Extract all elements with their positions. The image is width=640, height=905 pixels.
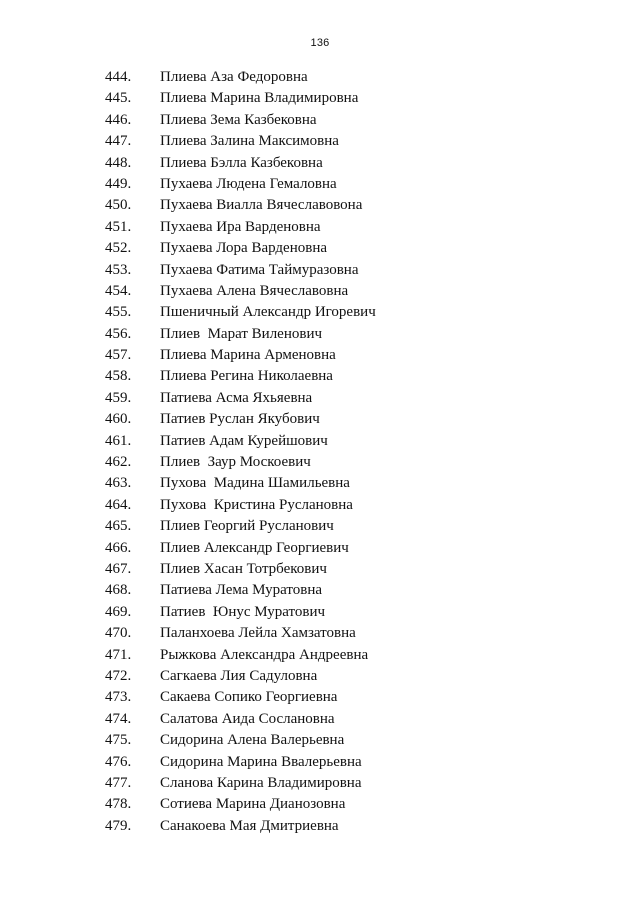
list-item [0,388,640,409]
entry-number: 457. [105,347,132,364]
entry-number: 471. [105,646,132,663]
entry-name: Санакоева Мая Дмитриевна [160,817,339,834]
list-item [0,238,640,259]
list-item [0,752,640,773]
list-item [0,602,640,623]
list-item [0,281,640,302]
entry-name: Пшеничный Александр Игоревич [160,304,376,321]
entry-number: 456. [105,325,132,342]
list-item [0,559,640,580]
list-item [0,345,640,366]
entry-number: 455. [105,304,132,321]
list-item [0,645,640,666]
entry-number: 461. [105,432,132,449]
list-item [0,153,640,174]
list-item [0,730,640,751]
entry-name: Сланова Карина Владимировна [160,774,362,791]
entry-number: 473. [105,689,132,706]
entry-name: Пухова Мадина Шамильевна [160,475,350,492]
list-item [0,538,640,559]
entry-name: Пухаева Людена Гемаловна [160,175,337,192]
entry-number: 478. [105,796,132,813]
list-item [0,473,640,494]
entry-number: 448. [105,154,132,171]
list-item [0,302,640,323]
list-item [0,431,640,452]
entry-number: 454. [105,282,132,299]
entry-name: Рыжкова Александра Андреевна [160,646,369,663]
entry-number: 470. [105,625,132,642]
list-item [0,623,640,644]
entry-name: Плиев Заур Москоевич [160,454,311,471]
list-item [0,366,640,387]
entry-name: Патиев Адам Курейшович [160,432,328,449]
list-item [0,666,640,687]
page-number: 136 [310,37,330,49]
entry-name: Патиева Асма Яхьяевна [160,389,313,406]
name-list [0,67,640,837]
list-item [0,687,640,708]
entry-number: 465. [105,518,132,535]
entry-name: Плиева Регина Николаевна [160,368,333,385]
entry-name: Плиев Александр Георгиевич [160,539,349,556]
entry-name: Плиева Залина Максимовна [160,133,339,150]
entry-name: Сагкаева Лия Садуловна [160,667,318,684]
entry-number: 452. [105,240,132,257]
list-item [0,131,640,152]
entry-number: 479. [105,817,132,834]
entry-number: 462. [105,454,132,471]
entry-name: Патиев Руслан Якубович [160,411,320,428]
entry-name: Плиева Марина Владимировна [160,90,359,107]
list-item [0,110,640,131]
list-item [0,816,640,837]
entry-name: Патиев Юнус Муратович [160,603,326,620]
entry-number: 464. [105,496,132,513]
list-item [0,88,640,109]
entry-number: 447. [105,133,132,150]
entry-number: 474. [105,710,132,727]
entry-number: 469. [105,603,132,620]
list-item [0,260,640,281]
list-item [0,452,640,473]
entry-name: Пухаева Виалла Вячеславовона [160,197,363,214]
entry-number: 458. [105,368,132,385]
entry-number: 445. [105,90,132,107]
entry-number: 449. [105,175,132,192]
entry-name: Сидорина Марина Ввалерьевна [160,753,362,770]
entry-number: 451. [105,218,132,235]
entry-name: Плиева Марина Арменовна [160,347,336,364]
list-item [0,516,640,537]
entry-name: Сотиева Марина Дианозовна [160,796,346,813]
list-item [0,217,640,238]
entry-name: Плиев Хасан Тотрбекович [160,560,327,577]
list-item [0,495,640,516]
list-item [0,174,640,195]
entry-name: Плиева Аза Федоровна [160,69,308,85]
entry-name: Салатова Аида Сослановна [160,710,335,727]
list-item [0,195,640,216]
entry-number: 453. [105,261,132,278]
entry-number: 444. [105,69,132,85]
entry-number: 472. [105,667,132,684]
entry-number: 446. [105,111,132,128]
entry-number: 450. [105,197,132,214]
entry-number: 475. [105,732,132,749]
list-item [0,67,640,88]
list-item [0,773,640,794]
entry-name: Паланхоева Лейла Хамзатовна [160,625,356,642]
entry-name: Плиева Бэлла Казбековна [160,154,323,171]
entry-name: Пухова Кристина Руслановна [160,496,353,513]
entry-name: Патиева Лема Муратовна [160,582,323,599]
list-item [0,324,640,345]
entry-number: 460. [105,411,132,428]
entry-number: 468. [105,582,132,599]
entry-number: 476. [105,753,132,770]
list-item [0,580,640,601]
entry-name: Пухаева Лора Варденовна [160,240,327,257]
entry-number: 466. [105,539,132,556]
entry-number: 477. [105,774,132,791]
entry-name: Пухаева Ира Варденовна [160,218,321,235]
entry-number: 467. [105,560,132,577]
entry-name: Пухаева Алена Вячеславовна [160,282,349,299]
entry-name: Пухаева Фатима Таймуразовна [160,261,359,278]
list-item [0,409,640,430]
entry-name: Сидорина Алена Валерьевна [160,732,345,749]
list-item [0,794,640,815]
entry-number: 463. [105,475,132,492]
entry-number: 459. [105,389,132,406]
list-item [0,709,640,730]
entry-name: Плиева Зема Казбековна [160,111,317,128]
entry-name: Плиев Георгий Русланович [160,518,334,535]
entry-name: Плиев Марат Виленович [160,325,323,342]
entry-name: Сакаева Сопико Георгиевна [160,689,338,706]
